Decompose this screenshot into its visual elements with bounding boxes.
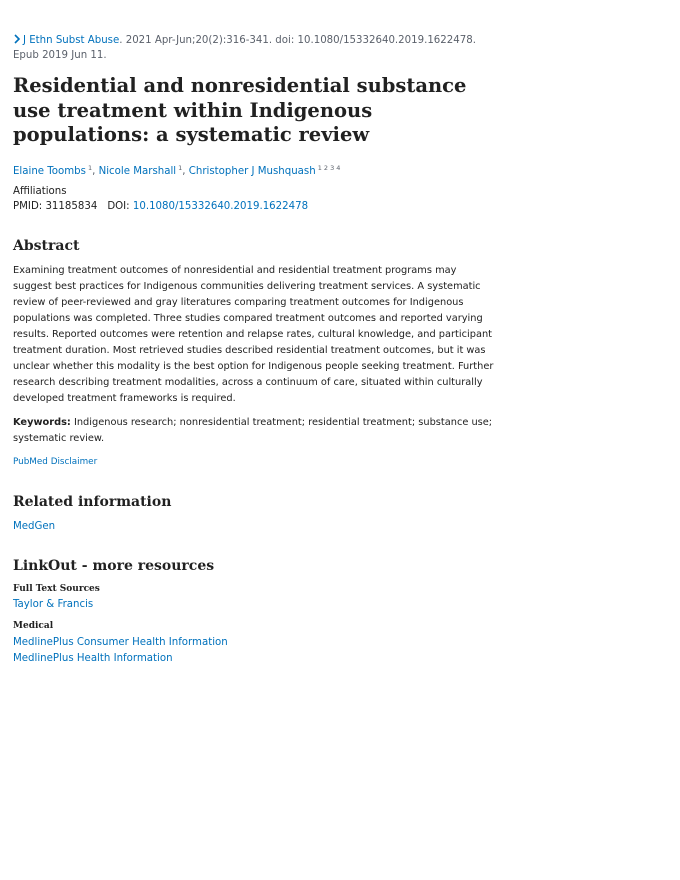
doi-label: DOI: [107,201,130,212]
keywords [13,415,495,447]
citation-details: . 2021 Apr-Jun;20(2):316-341. doi: 10.1080/15332640.2019.1622478. [119,35,476,46]
author-separator: , [182,166,186,177]
medical-label: Medical [13,621,54,631]
medlineplus-consumer-link[interactable]: MedlinePlus Consumer Health Information [13,637,228,648]
affiliations-toggle[interactable]: Affiliations [13,186,67,197]
author-affiliation-ref[interactable]: 1 2 3 4 [317,164,341,172]
abstract-text: Examining treatment outcomes of nonresidential and residential treatment programs may suggest best practices for Indigenous communities delivering treatment services. A systematic review of peer-reviewed and gray literatures comparing treatment outcomes for Indigenous populations was completed. Three studies compared treatment outcomes and reported varying results. Reported outcomes were retention and relapse rates, cultural knowledge, and participant treatment duration. Most retrieved studies described residential treatment outcomes, but it was unclear whether this modality is the best option for Indigenous people seeking treatment. Further research describing treatment modalities, across a continuum of care, situated within culturally developed treatment frameworks is required. [13,265,494,404]
chevron-right-icon [13,34,21,44]
author-affiliation-ref[interactable]: 1 [87,164,93,172]
author-affiliation-ref[interactable]: 1 [178,164,183,172]
full-text-sources-label: Full Text Sources [13,584,100,594]
pmid: PMID: 31185834 [13,201,98,212]
taylor-francis-link[interactable]: Taylor & Francis [13,599,94,610]
author-link[interactable]: Christopher J Mushquash [188,166,316,177]
author-list [13,160,493,180]
related-information-heading: Related information [13,494,172,510]
medgen-link[interactable]: MedGen [13,521,56,532]
epub-date: Epub 2019 Jun 11. [13,50,107,61]
pubmed-disclaimer-link[interactable]: PubMed Disclaimer [13,457,98,467]
keywords-label: Keywords: [13,417,71,428]
article-identifiers [13,200,308,214]
keywords-list: Indigenous research; nonresidential treatment; residential treatment; substance use; systematic review. [13,417,493,444]
doi-link[interactable]: 10.1080/15332640.2019.1622478 [132,201,309,212]
abstract-heading: Abstract [13,238,80,254]
medlineplus-health-link[interactable]: MedlinePlus Health Information [13,653,173,664]
journal-name: J Ethn Subst Abuse [23,35,120,46]
citation [13,33,493,63]
journal-link[interactable] [13,35,119,46]
linkout-heading: LinkOut - more resources [13,558,215,574]
author-link[interactable]: Elaine Toombs [13,166,86,177]
page-title: Residential and nonresidential substance use treatment within Indigenous populations: a systematic review [13,74,467,146]
citation-line [13,33,493,48]
author-link[interactable]: Nicole Marshall [98,166,177,177]
author-separator: , [92,166,96,177]
